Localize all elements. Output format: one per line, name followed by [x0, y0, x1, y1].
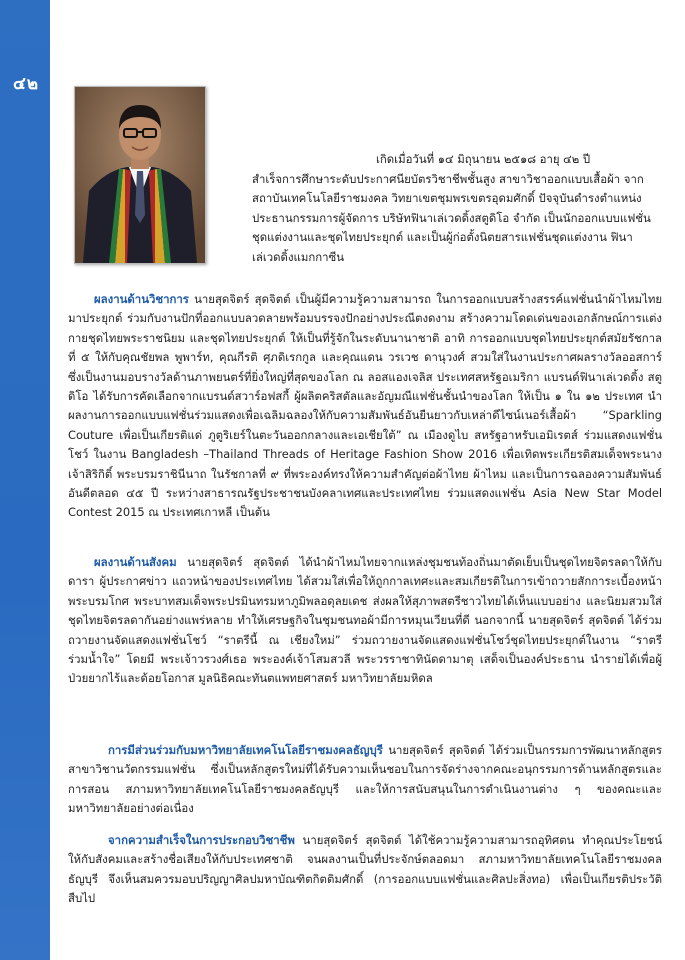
section-body: นายสุดจิตร์ สุดจิตต์ ได้ใช้ความรู้ความสามารถอุทิศตน ทำคุณประโยชน์ ให้กับสังคมและสร้างชื่อเสียงให้กับประเทศชาติ จนผลงานเป็นที่ประจักษ์ตลอดมา สภามหาวิทยาลัยเทคโนโลยีราชมงคลธัญบุรี จึงเห็นสมควรมอบปริญญาศิลปมหาบัณฑิตกิตติมศักดิ์ (การออกแบบแฟชั่นและศิลปะสิ่งทอ) เพื่อเป็นเกียรติประวัติสืบไป	[68, 833, 662, 906]
section-body: นายสุดจิตร์ สุดจิตต์ เป็นผู้มีความรู้ความสามารถ ในการออกแบบสร้างสรรค์แฟชั่นนำผ้าไหมไทยมาประยุกต์ ร่วมกับงานปักที่ออกแบบลวดลายพร้อมบรรจงปักอย่างประณีตงดงาม สร้างความโดดเด่นของเอกลักษณ์การแต่งกายชุดไทยพระราชนิยม และชุดไทยประยุกต์ ให้เป็นที่รู้จักในระดับนานาชาติ อาทิ การออกแบบชุดไทยประยุกต์สมัยรัชกาลที่ ๕ ให้กับคุณชัยพล พูพาร์ท, คุณกีรติ ศุภดิเรกกูล และคุณแดน วรเวช ดานุวงศ์ สวมใส่ในงานประกาศผลรางวัลออสการ์ ซึ่งเป็นงานมอบรางวัลด้านภาพยนตร์ที่ยิ่งใหญ่ที่สุดของโลก ณ ลอสแองเจลิส ประเทศสหรัฐอเมริกา แบรนด์ฟินาเล่เวดดิ้ง สตูดิโอ ได้รับการคัดเลือกจากแบรนด์สวาร์อฟสกี้ ผู้ผลิตคริสตัลและอัญมณีแฟชั่นชั้นนำของโลก ให้เป็น ๑ ใน ๑๒ ประเทศ นำผลงานการออกแบบแฟชั่นร่วมแสดงเพื่อเฉลิมฉลองให้กับความสัมพันธ์อันยืนยาวกับเหล่าดีไซน์เนอร์เสื้อผ้า “Sparkling Couture เพื่อเป็นเกียรติแด่ ภูตูริเยร์ในตะวันออกกลางและเอเชียใต้” ณ เมืองดูไบ สหรัฐอาหรับเอมิเรตส์ ร่วมแสดงแฟชั่นโชว์ ในงาน Bangladesh –Thailand Threads of Heritage Fashion Show 2016 เพื่อเทิดพระเกียรติสมเด็จพระนางเจ้าสิริกิติ์ พระบรมราชินีนาถ ในรัชกาลที่ ๙ ที่พระองค์ทรงให้ความสำคัญต่อผ้าไทย ผ้าไหม และเป็นการฉลองความสัมพันธ์อันดีตลอด ๔๕ ปี ระหว่างสาธารณรัฐประชาชนบังคลาเทศและประเทศไทย ร่วมแสดงแฟชั่น Asia New Star Model Contest 2015 ณ ประเทศเกาหลี เป็นต้น	[68, 292, 662, 520]
section-heading: การมีส่วนร่วมกับมหาวิทยาลัยเทคโนโลยีราชมงคลธัญบุรี	[108, 743, 383, 757]
portrait-illustration	[75, 87, 205, 263]
section-heading: ผลงานด้านสังคม	[94, 555, 177, 569]
section-body: นายสุดจิตร์ สุดจิตต์ ได้ร่วมเป็นกรรมการพัฒนาหลักสูตรสาขาวิชานวัตกรรมแฟชั่น ซึ่งเป็นหลักสูตรใหม่ที่ได้รับความเห็นชอบในการจัดร่างจากคณะอนุกรรมการด้านหลักสูตรและการสอน สภามหาวิทยาลัยเทคโนโลยีราชมงคลธัญบุรี และให้การสนับสนุนในการดำเนินงานต่าง ๆ ของคณะและมหาวิทยาลัยอย่างต่อเนื่อง	[68, 743, 662, 816]
section-paragraph	[68, 741, 662, 819]
section-heading: จากความสำเร็จในการประกอบวิชาชีพ	[108, 833, 295, 847]
bio-details: สำเร็จการศึกษาระดับประกาศนียบัตรวิชาชีพชั้นสูง สาขาวิชาออกแบบเสื้อผ้า จากสถาบันเทคโนโลยีราชมงคล วิทยาเขตชุมพรเขตรอุดมศักดิ์ ปัจจุบันดำรงตำแหน่งประธานกรรมการผู้จัดการ บริษัทฟินาเล่เวดดิ้งสตูดิโอ จำกัด เป็นนักออกแบบแฟชั่นชุดแต่งงานและชุดไทยประยุกต์ และเป็นผู้ก่อตั้งนิตยสารแฟชั่นชุดแต่งงาน ฟินาเล่เวดดิ้งแมกกาซีน	[252, 171, 651, 264]
section-paragraph	[68, 290, 662, 523]
section-career	[68, 831, 662, 909]
section-social	[68, 553, 662, 689]
portrait-photo	[74, 86, 206, 264]
section-body: นายสุดจิตร์ สุดจิตต์ ได้นำผ้าไหมไทยจากแหล่งชุมชนท้องถิ่นมาตัดเย็บเป็นชุดไทยจิตรลดาให้กับดารา ผู้ประกาศข่าว แถวหน้าของประเทศไทย ได้สวมใส่เพื่อให้ถูกกาลเทศะและสมเกียรติในการเข้าถวายสักการะเบื้องหน้าพระบรมโกศ พระบาทสมเด็จพระปรมินทรมหาภูมิพลอดุลยเดช ส่งผลให้สุภาพสตรีชาวไทยได้เห็นแบบอย่าง และนิยมสวมใส่ชุดไทยจิตรลดากันอย่างแพร่หลาย ทำให้เศรษฐกิจในชุมชนทอผ้ามีการหมุนเวียนที่ดี นอกจากนี้ นายสุดจิตร์ สุดจิตต์ ได้ร่วมถวายงานจัดแสดงแฟชั่นโชว์ “ราตรีนี้ ณ เชียงใหม่” ร่วมถวายงานจัดแสดงแฟชั่นโชว์ชุดไทยประยุกต์ในงาน “ราตรีร่วมน้ำใจ” โดยมี พระเจ้าวรวงศ์เธอ พระองค์เจ้าโสมสวลี พระวรราชาทินัดดามาตุ เสด็จเป็นองค์ประธาน นำรายได้เพื่อผู้ป่วยยากไร้และด้อยโอกาส มูลนิธิคณะทันตแพทยศาสตร์ มหาวิทยาลัยมหิดล	[68, 555, 662, 686]
page-side-bar	[0, 0, 50, 960]
section-heading: ผลงานด้านวิชาการ	[94, 292, 189, 306]
section-academic	[68, 290, 662, 523]
section-paragraph	[68, 831, 662, 909]
biography	[252, 150, 662, 268]
section-university	[68, 741, 662, 819]
section-paragraph	[68, 553, 662, 689]
bio-birth: เกิดเมื่อวันที่ ๑๔ มิถุนายน ๒๕๑๘ อายุ ๔๒ ปี	[376, 152, 591, 166]
page-number: ๔๒	[12, 74, 40, 94]
